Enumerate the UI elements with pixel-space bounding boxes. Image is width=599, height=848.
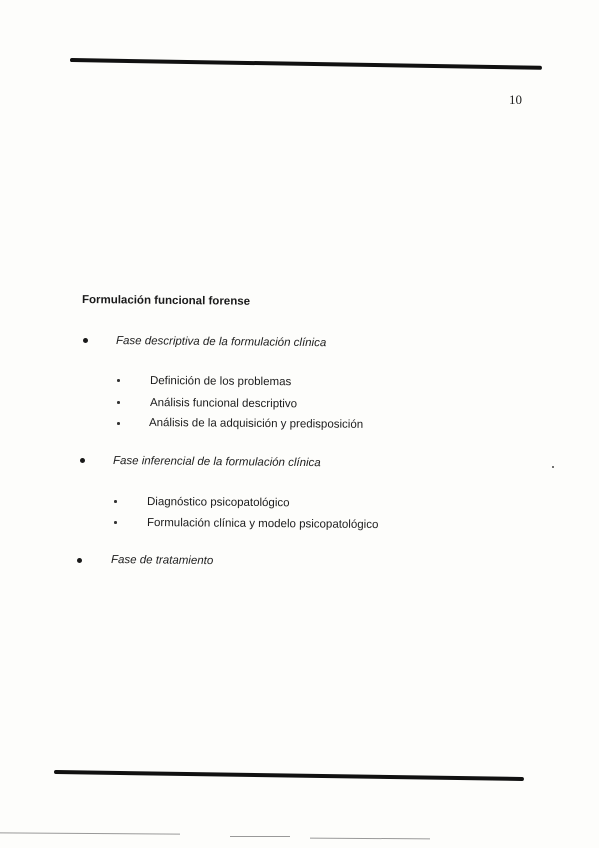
scan-edge-line bbox=[230, 836, 290, 837]
section-heading: Formulación funcional forense bbox=[81, 294, 251, 308]
sub-item bbox=[150, 375, 291, 388]
sub-bullet-icon bbox=[117, 401, 120, 404]
phase-title: Fase descriptiva de la formulación clínica bbox=[115, 335, 327, 350]
bullet-icon bbox=[77, 558, 82, 563]
page-number: 10 bbox=[509, 92, 522, 107]
scan-edge-line bbox=[310, 838, 430, 840]
bottom-rule bbox=[54, 770, 524, 781]
top-rule bbox=[70, 58, 542, 70]
scan-speck bbox=[552, 466, 554, 468]
sub-item bbox=[150, 397, 297, 410]
phase-item bbox=[111, 554, 213, 567]
sub-item-label: Análisis funcional descriptivo bbox=[149, 397, 298, 411]
sub-item bbox=[147, 517, 379, 531]
phase-item bbox=[116, 335, 326, 349]
sub-item-label: Análisis de la adquisición y predisposición bbox=[148, 417, 364, 431]
sub-item-label: Definición de los problemas bbox=[149, 375, 292, 389]
phase-title: Fase de tratamiento bbox=[110, 554, 214, 568]
sub-bullet-icon bbox=[117, 422, 120, 425]
sub-bullet-icon bbox=[114, 500, 117, 503]
phase-title: Fase inferencial de la formulación clínica bbox=[112, 455, 321, 470]
scan-edge-line bbox=[0, 832, 180, 834]
sub-item bbox=[147, 496, 290, 509]
sub-bullet-icon bbox=[114, 521, 117, 524]
sub-bullet-icon bbox=[117, 379, 120, 382]
sub-item bbox=[149, 417, 363, 431]
bullet-icon bbox=[83, 338, 88, 343]
bullet-icon bbox=[80, 458, 85, 463]
sub-item-label: Diagnóstico psicopatológico bbox=[146, 496, 290, 510]
phase-item bbox=[113, 455, 321, 469]
sub-item-label: Formulación clínica y modelo psicopatológico bbox=[146, 517, 379, 532]
